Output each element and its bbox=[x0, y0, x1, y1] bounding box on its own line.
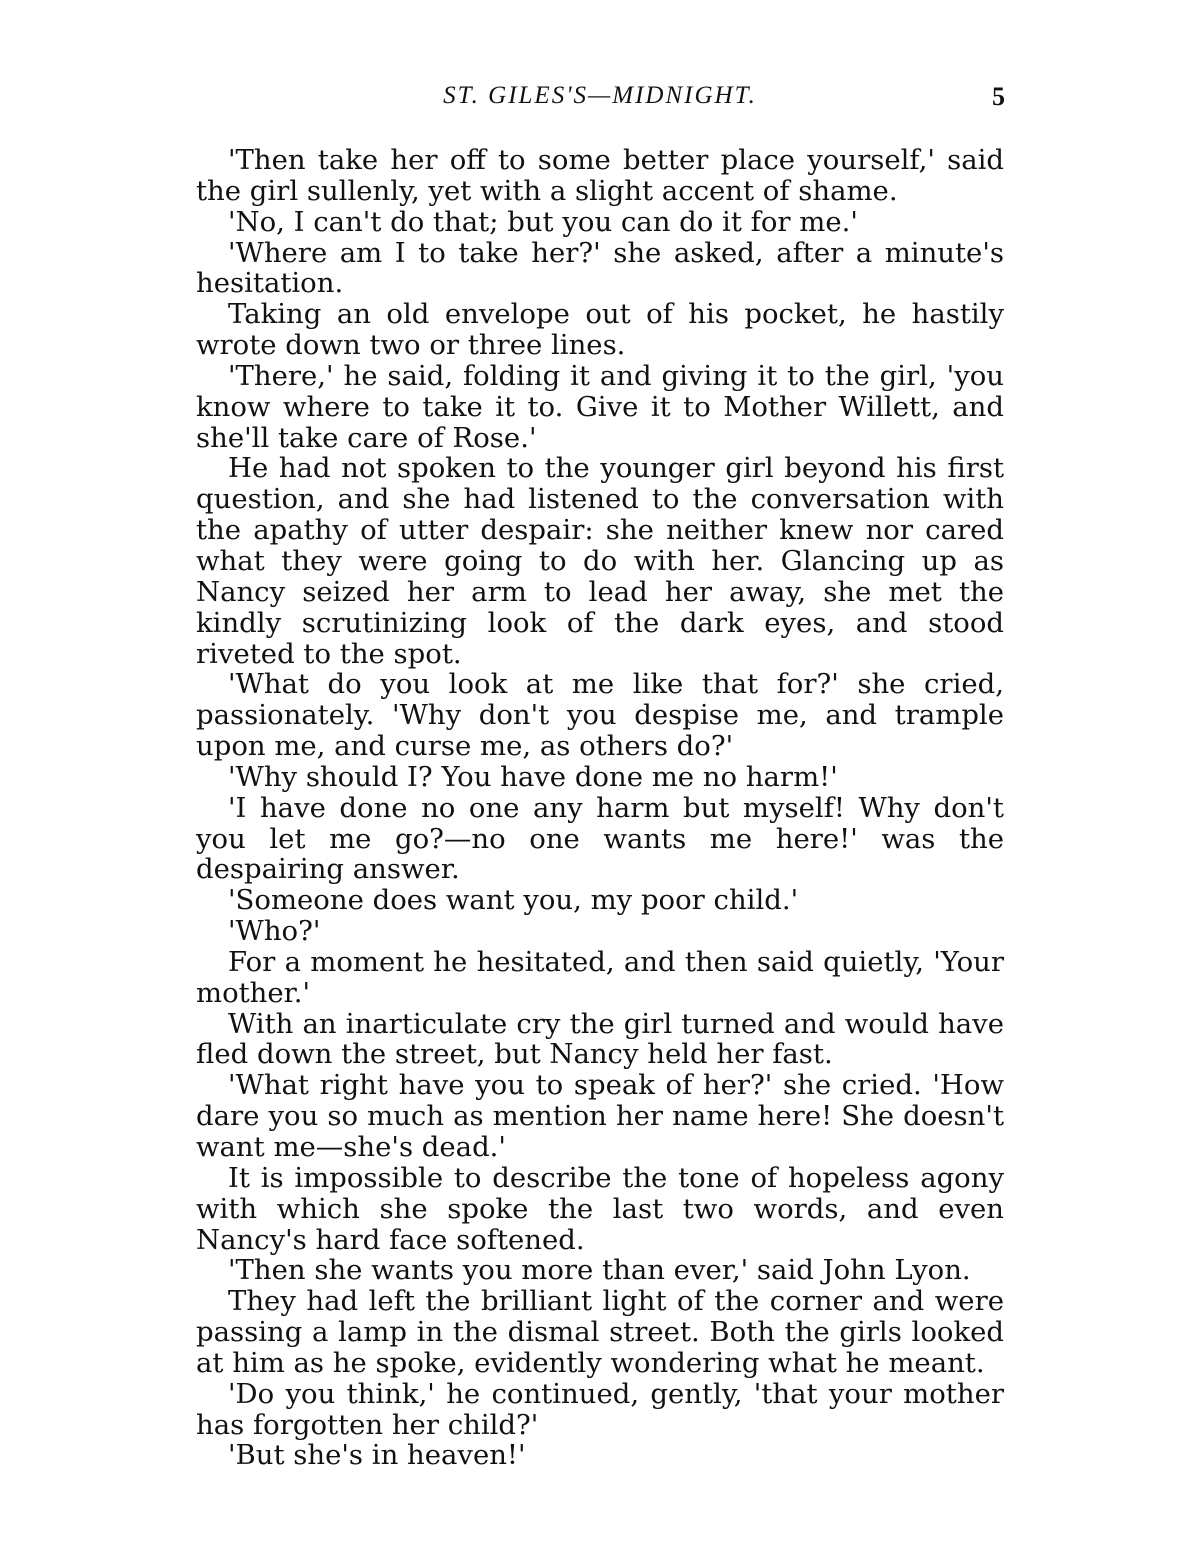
paragraph: 'What right have you to speak of her?' she cried. 'How dare you so much as mention her name here! She doesn't want me—she's dead.' bbox=[196, 1069, 1004, 1163]
running-head bbox=[195, 82, 1005, 122]
paragraph: 'Do you think,' he continued, gently, 'that your mother has forgotten her child?' bbox=[196, 1377, 1004, 1441]
paragraph: 'I have done no one any harm but myself! Why don't you let me go?—no one wants me here!' was the despairing answer. bbox=[196, 791, 1004, 886]
paragraph: 'There,' he said, folding it and giving it to the girl, 'you know where to take it to. Give it to Mother Willett, and she'll take care of Rose.' bbox=[196, 359, 1004, 454]
paragraph: 'Then take her off to some better place yourself,' said the girl sullenly, yet with a slight accent of shame. bbox=[196, 144, 1004, 207]
body-text bbox=[196, 145, 1004, 1471]
paragraph: 'Someone does want you, my poor child.' bbox=[228, 884, 799, 917]
paragraph: Taking an old envelope out of his pocket, he hastily wrote down two or three lines. bbox=[196, 298, 1004, 362]
paragraph: With an inarticulate cry the girl turned and would have fled down the street, but Nancy held her fast. bbox=[196, 1007, 1004, 1071]
paragraph: 'Who?' bbox=[228, 915, 321, 948]
paragraph: 'Then she wants you more than ever,' said John Lyon. bbox=[228, 1254, 971, 1287]
paragraph: 'What do you look at me like that for?' she cried, passionately. 'Why don't you despise me, and trample upon me, and curse me, as others do?' bbox=[196, 668, 1004, 763]
paragraph: They had left the brilliant light of the corner and were passing a lamp in the dismal street. Both the girls looked at him as he spoke, evidently wondering what he meant. bbox=[196, 1285, 1004, 1379]
paragraph: For a moment he hesitated, and then said quietly, 'Your mother.' bbox=[196, 945, 1004, 1009]
running-title: ST. GILES'S—MIDNIGHT. bbox=[443, 82, 757, 109]
paragraph: He had not spoken to the younger girl beyond his first question, and she had listened to the conversation with the apathy of utter despair: she neither knew nor cared what they were going to do with her. Glancing up as Nancy seized her arm to lead her away, she met the kindly scrutinizing look of the dark eyes, and stood riveted to the spot. bbox=[196, 452, 1004, 670]
paragraph: 'But she's in heaven!' bbox=[228, 1439, 526, 1472]
paragraph: 'Where am I to take her?' she asked, after a minute's hesitation. bbox=[196, 236, 1004, 300]
page-number: 5 bbox=[992, 82, 1005, 111]
paragraph: It is impossible to describe the tone of hopeless agony with which she spoke the last two words, and even Nancy's hard face softened. bbox=[196, 1161, 1004, 1256]
paragraph: 'Why should I? You have done me no harm!' bbox=[228, 760, 838, 793]
paragraph: 'No, I can't do that; but you can do it for me.' bbox=[228, 205, 858, 238]
